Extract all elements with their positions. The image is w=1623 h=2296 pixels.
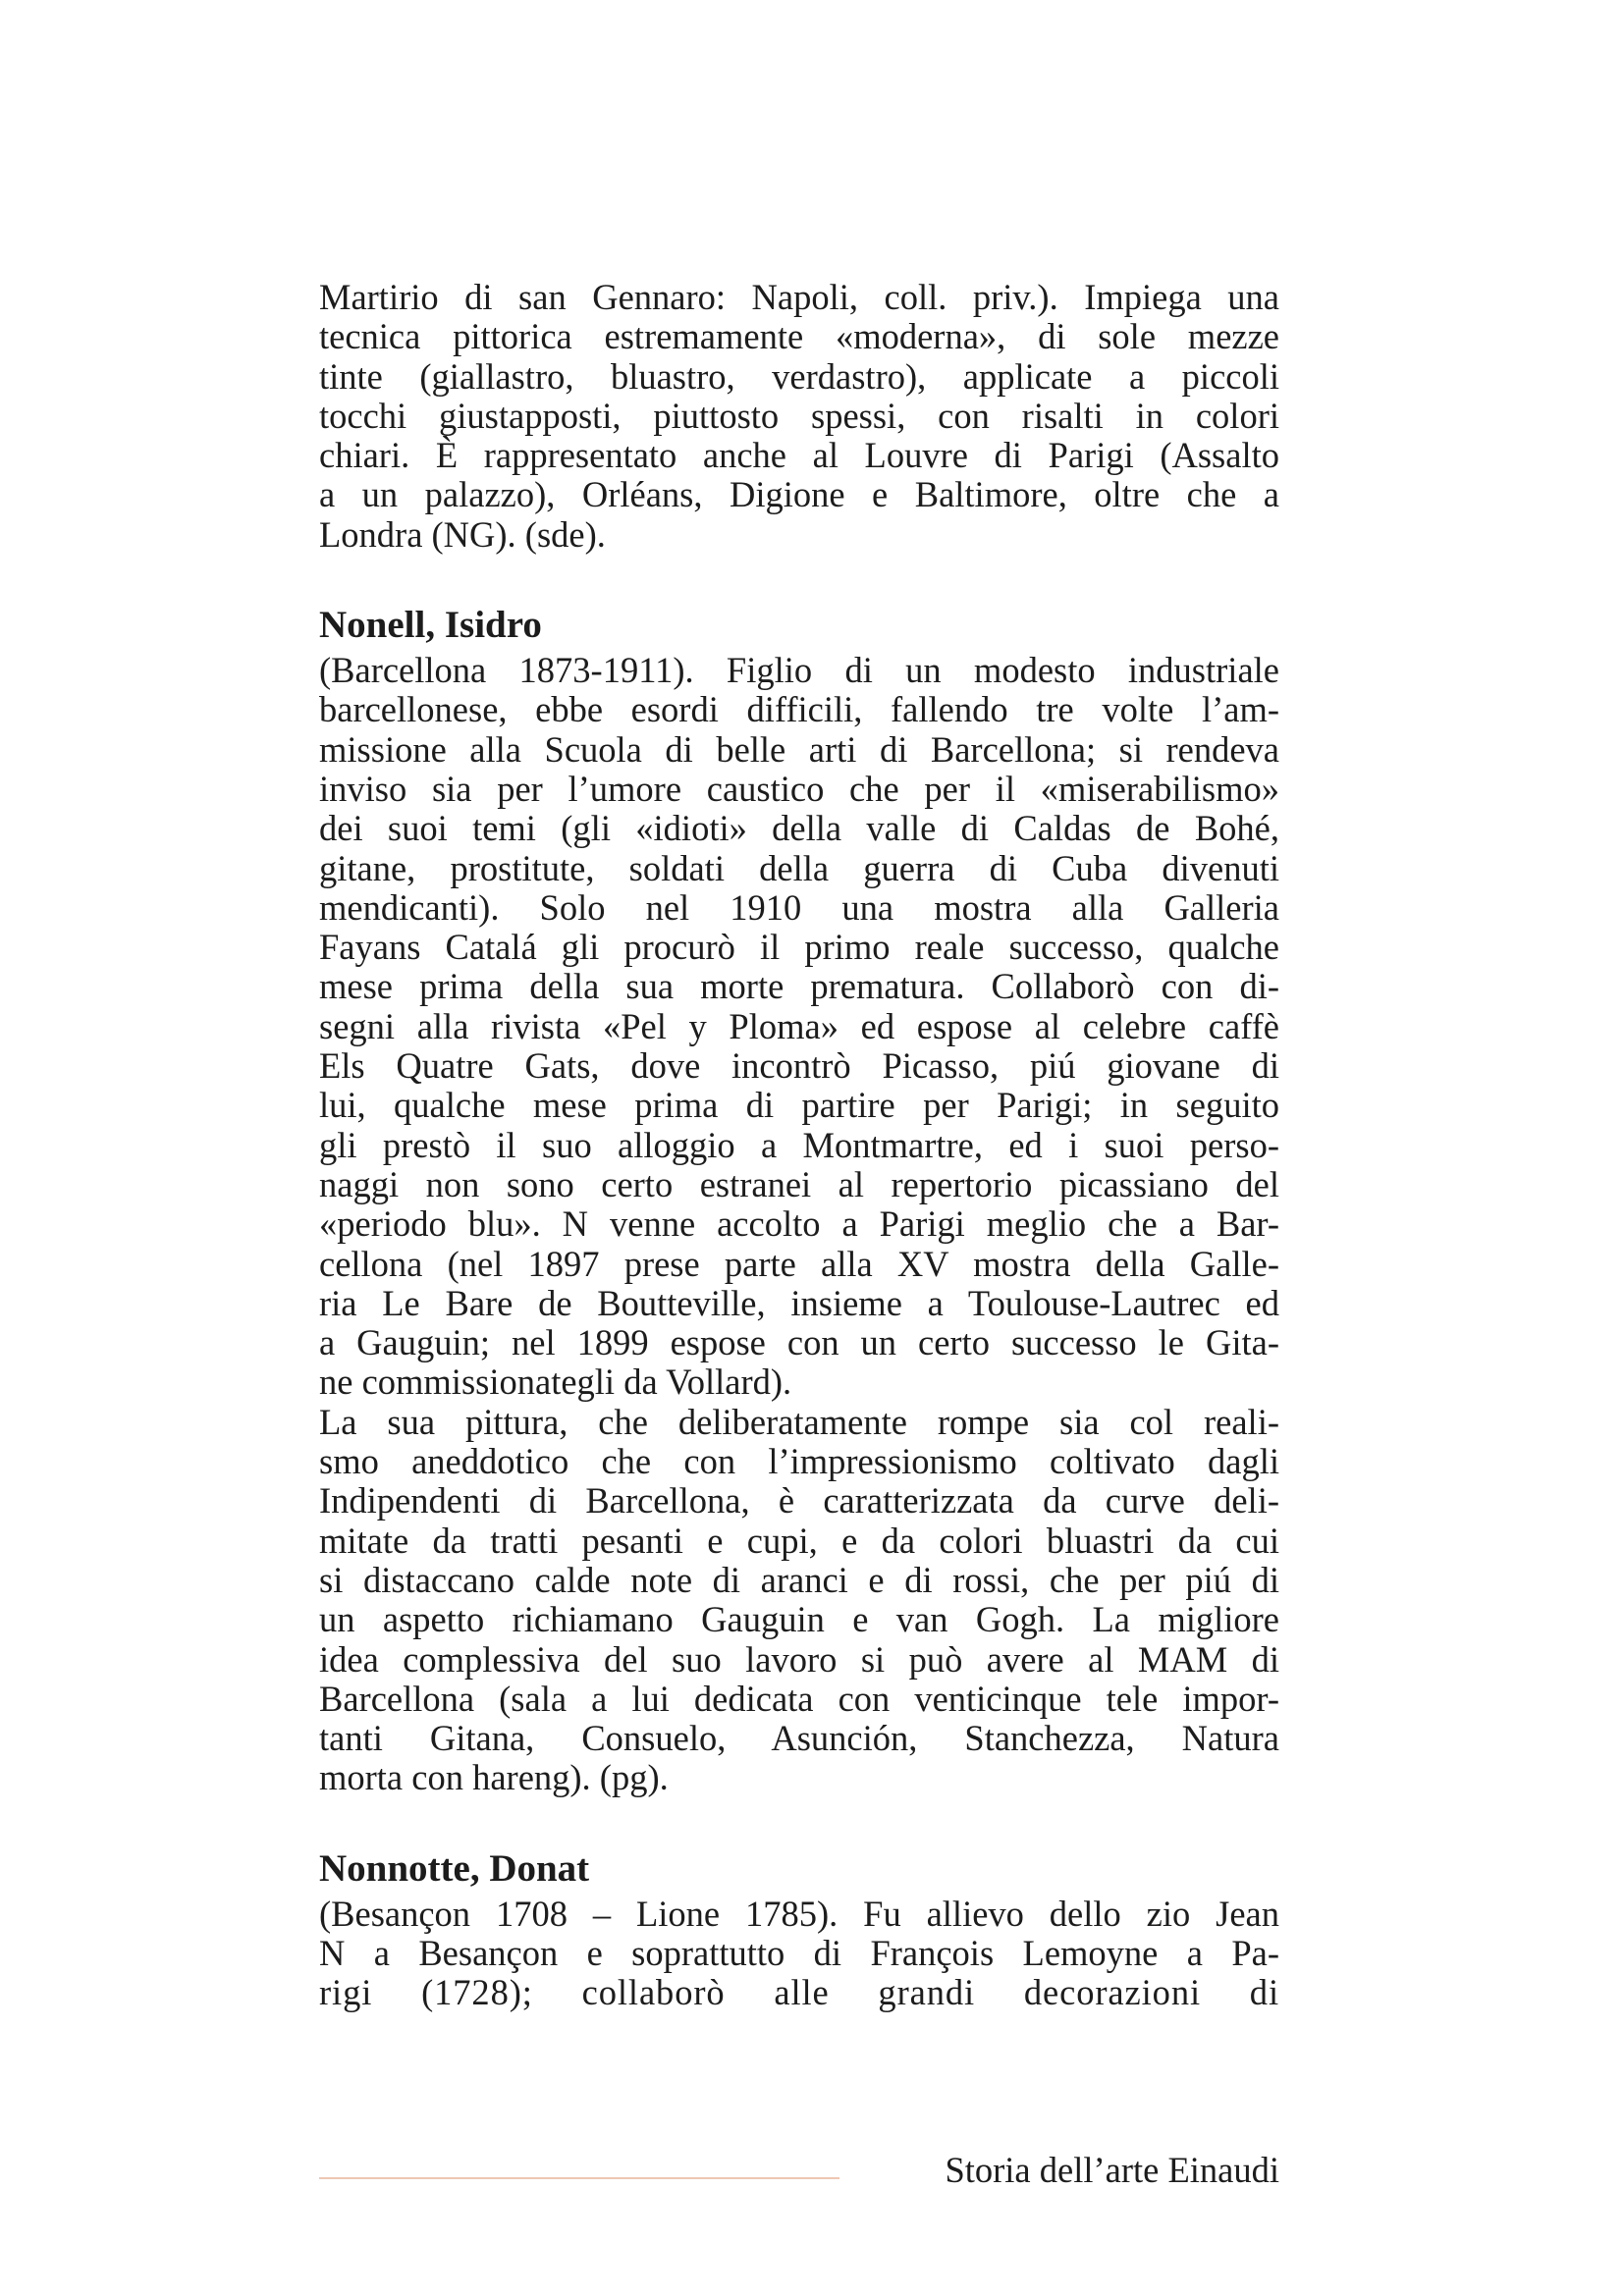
text-line: Fayans Catalá gli procurò il primo reale successo, qualche <box>319 927 1279 968</box>
text-line: gitane, prostitute, soldati della guerra di Cuba divenuti <box>319 847 1279 888</box>
text-line: a Gauguin; nel 1899 espose con un certo successo le Gita- <box>319 1322 1279 1363</box>
text-line: (Barcellona 1873-1911). Figlio di un modesto industriale <box>319 650 1279 691</box>
text-line: dei suoi temi (gli «idioti» della valle di Caldas de Bohé, <box>319 808 1279 849</box>
text-line: barcellonese, ebbe esordi difficili, fallendo tre volte l’am- <box>319 689 1279 730</box>
text-line: N a Besançon e soprattutto di François Lemoyne a Pa- <box>319 1932 1279 1973</box>
text-line: Indipendenti di Barcellona, è caratterizzata da curve deli- <box>319 1480 1279 1522</box>
entry-title: Nonnotte, Donat <box>319 1846 590 1890</box>
text-line: tocchi giustapposti, piuttosto spessi, con risalti in colori <box>319 395 1279 436</box>
entry-continuation <box>319 278 1279 555</box>
text-line: rigi (1728); collaborò alle grandi decorazioni di <box>319 1972 1279 2013</box>
text-line: (Besançon 1708 – Lione 1785). Fu allievo dello zio Jean <box>319 1893 1279 1934</box>
entry-nonnotte <box>319 1847 1279 2013</box>
entry-nonell <box>319 604 1279 1798</box>
text-line: tinte (giallastro, bluastro, verdastro), applicate a piccoli <box>319 355 1279 397</box>
text-line: chiari. È rappresentato anche al Louvre di Parigi (Assalto <box>319 435 1279 476</box>
text-line: La sua pittura, che deliberatamente rompe sia col reali- <box>319 1401 1279 1442</box>
page-footer <box>319 2148 1279 2193</box>
footer-title: Storia dell’arte Einaudi <box>945 2150 1279 2190</box>
footer-rule <box>319 2177 839 2179</box>
text-line: tecnica pittorica estremamente «moderna», di sole mezze <box>319 316 1279 357</box>
text-line: idea complessiva del suo lavoro si può avere al MAM di <box>319 1638 1279 1680</box>
text-line: si distaccano calde note di aranci e di rossi, che per piú di <box>319 1559 1279 1600</box>
text-line: cellona (nel 1897 prese parte alla XV mostra della Galle- <box>319 1243 1279 1284</box>
text-line: Els Quatre Gats, dove incontrò Picasso, piú giovane di <box>319 1045 1279 1087</box>
text-line: mese prima della sua morte prematura. Collaborò con di- <box>319 966 1279 1007</box>
text-line: Martirio di san Gennaro: Napoli, coll. priv.). Impiega una <box>319 277 1279 317</box>
text-line: morta con hareng). (pg). <box>319 1757 669 1798</box>
text-line: segni alla rivista «Pel y Ploma» ed espose al celebre caffè <box>319 1005 1279 1046</box>
text-line: naggi non sono certo estranei al repertorio picassiano del <box>319 1163 1279 1204</box>
text-line: inviso sia per l’umore caustico che per il «miserabilismo» <box>319 768 1279 809</box>
text-line: ria Le Bare de Boutteville, insieme a Toulouse-Lautrec ed <box>319 1282 1279 1323</box>
text-line: ne commissionategli da Vollard). <box>319 1362 792 1403</box>
text-line: smo aneddotico che con l’impressionismo coltivato dagli <box>319 1441 1279 1482</box>
text-line: a un palazzo), Orléans, Digione e Baltimore, oltre che a <box>319 474 1279 515</box>
page-body <box>319 278 1279 2013</box>
text-line: «periodo blu». N venne accolto a Parigi meglio che a Bar- <box>319 1203 1279 1245</box>
text-line: missione alla Scuola di belle arti di Barcellona; si rendeva <box>319 728 1279 770</box>
text-line: gli prestò il suo alloggio a Montmartre, ed i suoi perso- <box>319 1124 1279 1165</box>
text-line: lui, qualche mese prima di partire per Parigi; in seguito <box>319 1085 1279 1126</box>
entry-title: Nonell, Isidro <box>319 604 542 647</box>
text-line: mitate da tratti pesanti e cupi, e da colori bluastri da cui <box>319 1520 1279 1561</box>
text-line: Londra (NG). (sde). <box>319 513 606 555</box>
text-line: un aspetto richiamano Gauguin e van Gogh. La migliore <box>319 1599 1279 1640</box>
text-line: mendicanti). Solo nel 1910 una mostra alla Galleria <box>319 886 1279 928</box>
text-line: tanti Gitana, Consuelo, Asunción, Stanchezza, Natura <box>319 1718 1279 1759</box>
text-line: Barcellona (sala a lui dedicata con venticinque tele impor- <box>319 1678 1279 1719</box>
